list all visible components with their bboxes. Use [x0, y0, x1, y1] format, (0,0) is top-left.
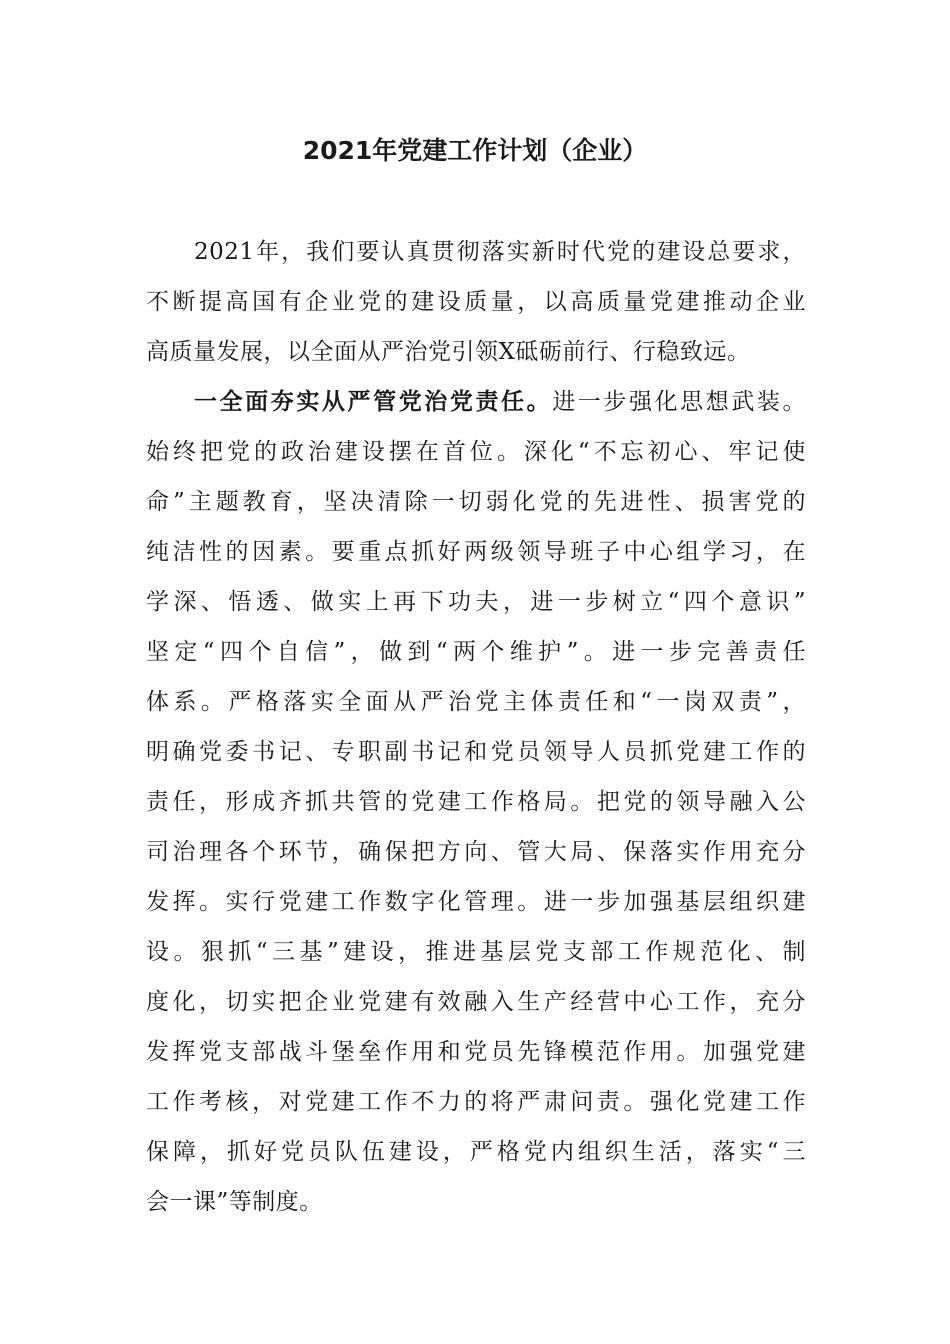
- paragraph-line-rest: 进一步强化思想武装。: [552, 389, 807, 415]
- paragraph-line: 命”主题教育，坚决清除一切弱化党的先进性、损害党的: [146, 489, 806, 515]
- paragraph-section-one: [146, 377, 806, 1227]
- paragraph-line: 发挥。实行党建工作数字化管理。进一步加强基层组织建: [146, 889, 806, 915]
- paragraph-line: 度化，切实把企业党建有效融入生产经营中心工作，充分: [146, 989, 806, 1015]
- paragraph-line: 司治理各个环节，确保把方向、管大局、保落实作用充分: [146, 839, 806, 865]
- paragraph-line: 设。狠抓“三基”建设，推进基层党支部工作规范化、制: [146, 939, 806, 965]
- paragraph-line: 工作考核，对党建工作不力的将严肃问责。强化党建工作: [146, 1089, 806, 1115]
- paragraph-line: 保障，抓好党员队伍建设，严格党内组织生活，落实“三: [146, 1139, 806, 1165]
- paragraph-line: 明确党委书记、专职副书记和党员领导人员抓党建工作的: [146, 739, 806, 765]
- section-heading: 一全面夯实从严管党治党责任。: [194, 389, 553, 415]
- paragraph-line: 责任，形成齐抓共管的党建工作格局。把党的领导融入公: [146, 789, 806, 815]
- document-title: 2021年党建工作计划（企业）: [302, 136, 648, 165]
- paragraph-line: 始终把党的政治建设摆在首位。深化“不忘初心、牢记使: [146, 439, 806, 465]
- paragraph-line: 2021年，我们要认真贯彻落实新时代党的建设总要求，: [194, 239, 806, 265]
- paragraph-line: 会一课”等制度。: [146, 1189, 323, 1215]
- paragraph-line: 体系。严格落实全面从严治党主体责任和“一岗双责”，: [146, 689, 806, 715]
- paragraph-line: 发挥党支部战斗堡垒作用和党员先锋模范作用。加强党建: [146, 1039, 806, 1065]
- paragraph-line: 学深、悟透、做实上再下功夫，进一步树立“四个意识”: [146, 589, 806, 615]
- paragraph-line: 坚定“四个自信”，做到“两个维护”。进一步完善责任: [146, 639, 806, 665]
- paragraph-first-line: [146, 377, 806, 427]
- paragraph-line: 不断提高国有企业党的建设质量，以高质量党建推动企业: [146, 289, 806, 315]
- paragraph-line: 纯洁性的因素。要重点抓好两级领导班子中心组学习，在: [146, 539, 806, 565]
- paragraph-line: 高质量发展，以全面从严治党引领X砥砺前行、行稳致远。: [146, 339, 751, 365]
- paragraph-intro: [146, 227, 806, 377]
